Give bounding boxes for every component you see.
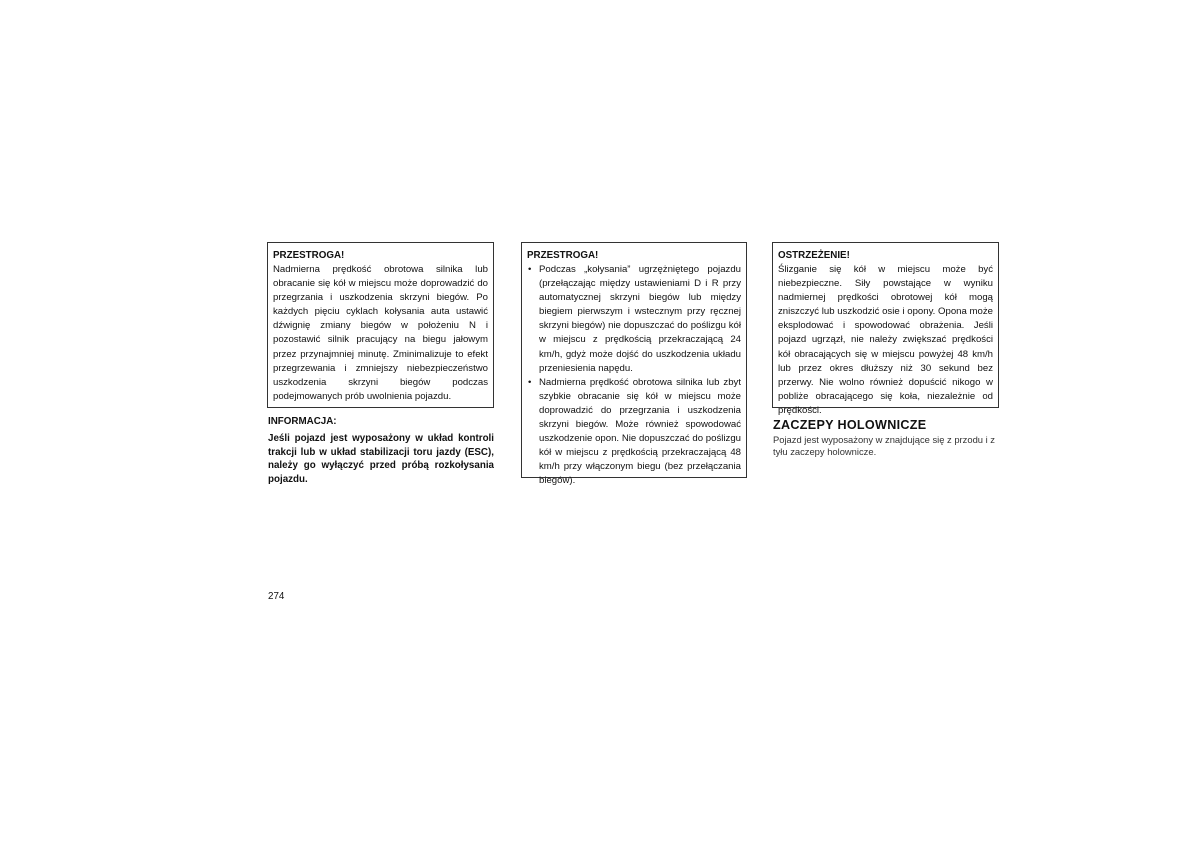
section-body: Pojazd jest wyposażony w znajdujące się z przodu i z tyłu zaczepy holownicze. <box>773 434 995 458</box>
warning-bullet-item: • Nadmierna prędkość obrotowa silnika lub zbyt szybkie obracanie się kół w miejscu może doprowadzić do przegrzania i uszkodzenia skrzyni biegów. Może również spowodować uszkodzenie opon. Nie dopuszczać do poślizgu kół w miejscu z prędkością przekraczającą 48 km/h przy włączonym biegu (bez przełączania biegów). <box>527 376 741 489</box>
section-heading: ZACZEPY HOLOWNICZE <box>773 418 927 432</box>
caution-title: OSTRZEŻENIE! <box>778 250 850 261</box>
warning-box-rocking <box>521 242 747 487</box>
warning-body: Nadmierna prędkość obrotowa silnika lub obracanie się kół w miejscu może doprowadzić do przegrzania i uszkodzenia skrzyni biegów. Po każdych pięciu cyklach kołysania auta ustawić dźwignię zmiany biegów w położeniu N i pozostawić silnik pracujący na biegu jałowym przez przynajmniej minutę. Zminimalizuje to efekt przegrzewania i zmniejszy niebezpieczeństwo uszkodzenia skrzyni biegów podczas podejmowanych prób uwolnienia pojazdu. <box>273 264 488 402</box>
warning-bullet-list <box>527 263 741 489</box>
warning-title: PRZESTROGA! <box>273 250 345 261</box>
warning-title: PRZESTROGA! <box>527 250 599 261</box>
tow-hooks-section <box>773 418 1001 459</box>
information-note <box>268 415 494 486</box>
caution-box-wheel-spin <box>772 242 999 416</box>
warning-box-engine-speed <box>267 242 494 408</box>
warning-bullet-item: • Podczas „kołysania” ugrzężniętego pojazdu (przełączając między ustawieniami D i R przy automatycznej skrzyni biegów lub między biegiem pierwszym i wstecznym przy ręcznej skrzyni biegów) nie dopuszczać do poślizgu kół w miejscu z prędkością przekraczającą 24 km/h, gdyż może dojść do uszkodzenia układu przeniesienia napędu. <box>527 263 741 376</box>
information-title: INFORMACJA: <box>268 416 337 427</box>
page-number: 274 <box>268 591 285 602</box>
caution-body: Ślizganie się kół w miejscu może być niebezpieczne. Siły powstające w wyniku nadmiernej prędkości obrotowej kół mogą zniszczyć lub uszkodzić osie i opony. Opona może eksplodować i spowodować obrażenia. Jeśli pojazd ugrzązł, nie należy zwiększać prędkości kół obracających się w miejscu powyżej 48 km/h lub przez okres dłuższy niż 30 sekund bez przerwy. Nie wolno również dopuścić nikogo w pobliże obracającego się koła, niezależnie od prędkości. <box>778 264 993 416</box>
information-body: Jeśli pojazd jest wyposażony w układ kontroli trakcji lub w układ stabilizacji toru jazdy (ESC), należy go wyłączyć przed próbą rozkołysania pojazdu. <box>268 433 494 485</box>
